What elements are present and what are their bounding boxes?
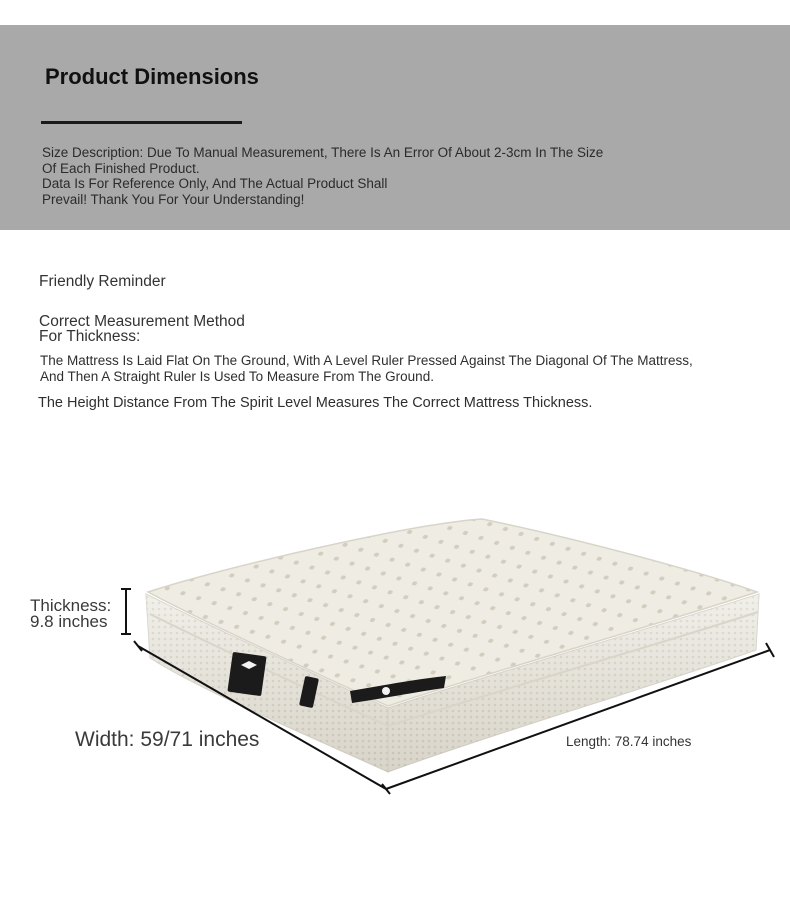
measurement-method-line: For Thickness:: [39, 328, 141, 345]
size-description-line: Of Each Finished Product.: [42, 160, 200, 176]
length-label: Length: 78.74 inches: [566, 734, 692, 749]
reminder-heading: Friendly Reminder: [39, 273, 166, 290]
thickness-label-line: Thickness:: [30, 596, 112, 615]
measurement-step-line: The Mattress Is Laid Flat On The Ground, With A Level Ruler Pressed Against The Diagonal Of The Mattress,: [40, 353, 693, 368]
size-description-line: Prevail! Thank You For Your Understanding!: [42, 191, 305, 207]
measurement-method-line: Correct Measurement Method: [39, 313, 245, 330]
measurement-step-line: And Then A Straight Ruler Is Used To Measure From The Ground.: [40, 368, 434, 384]
brand-logo-icon: [382, 687, 390, 695]
width-label: Width: 59/71 inches: [75, 728, 260, 751]
thickness-label: [30, 598, 111, 629]
thickness-value: 9.8 inches: [30, 611, 108, 631]
height-note: The Height Distance From The Spirit Level Measures The Correct Mattress Thickness.: [38, 395, 593, 411]
thickness-dimension-line: [121, 589, 131, 634]
size-description-line: Data Is For Reference Only, And The Actual Product Shall: [42, 176, 388, 191]
page-title: Product Dimensions: [45, 64, 259, 89]
brand-tag: [227, 652, 266, 696]
size-description-line: Size Description: Due To Manual Measurement, There Is An Error Of About 2-3cm In The Size: [42, 145, 604, 160]
